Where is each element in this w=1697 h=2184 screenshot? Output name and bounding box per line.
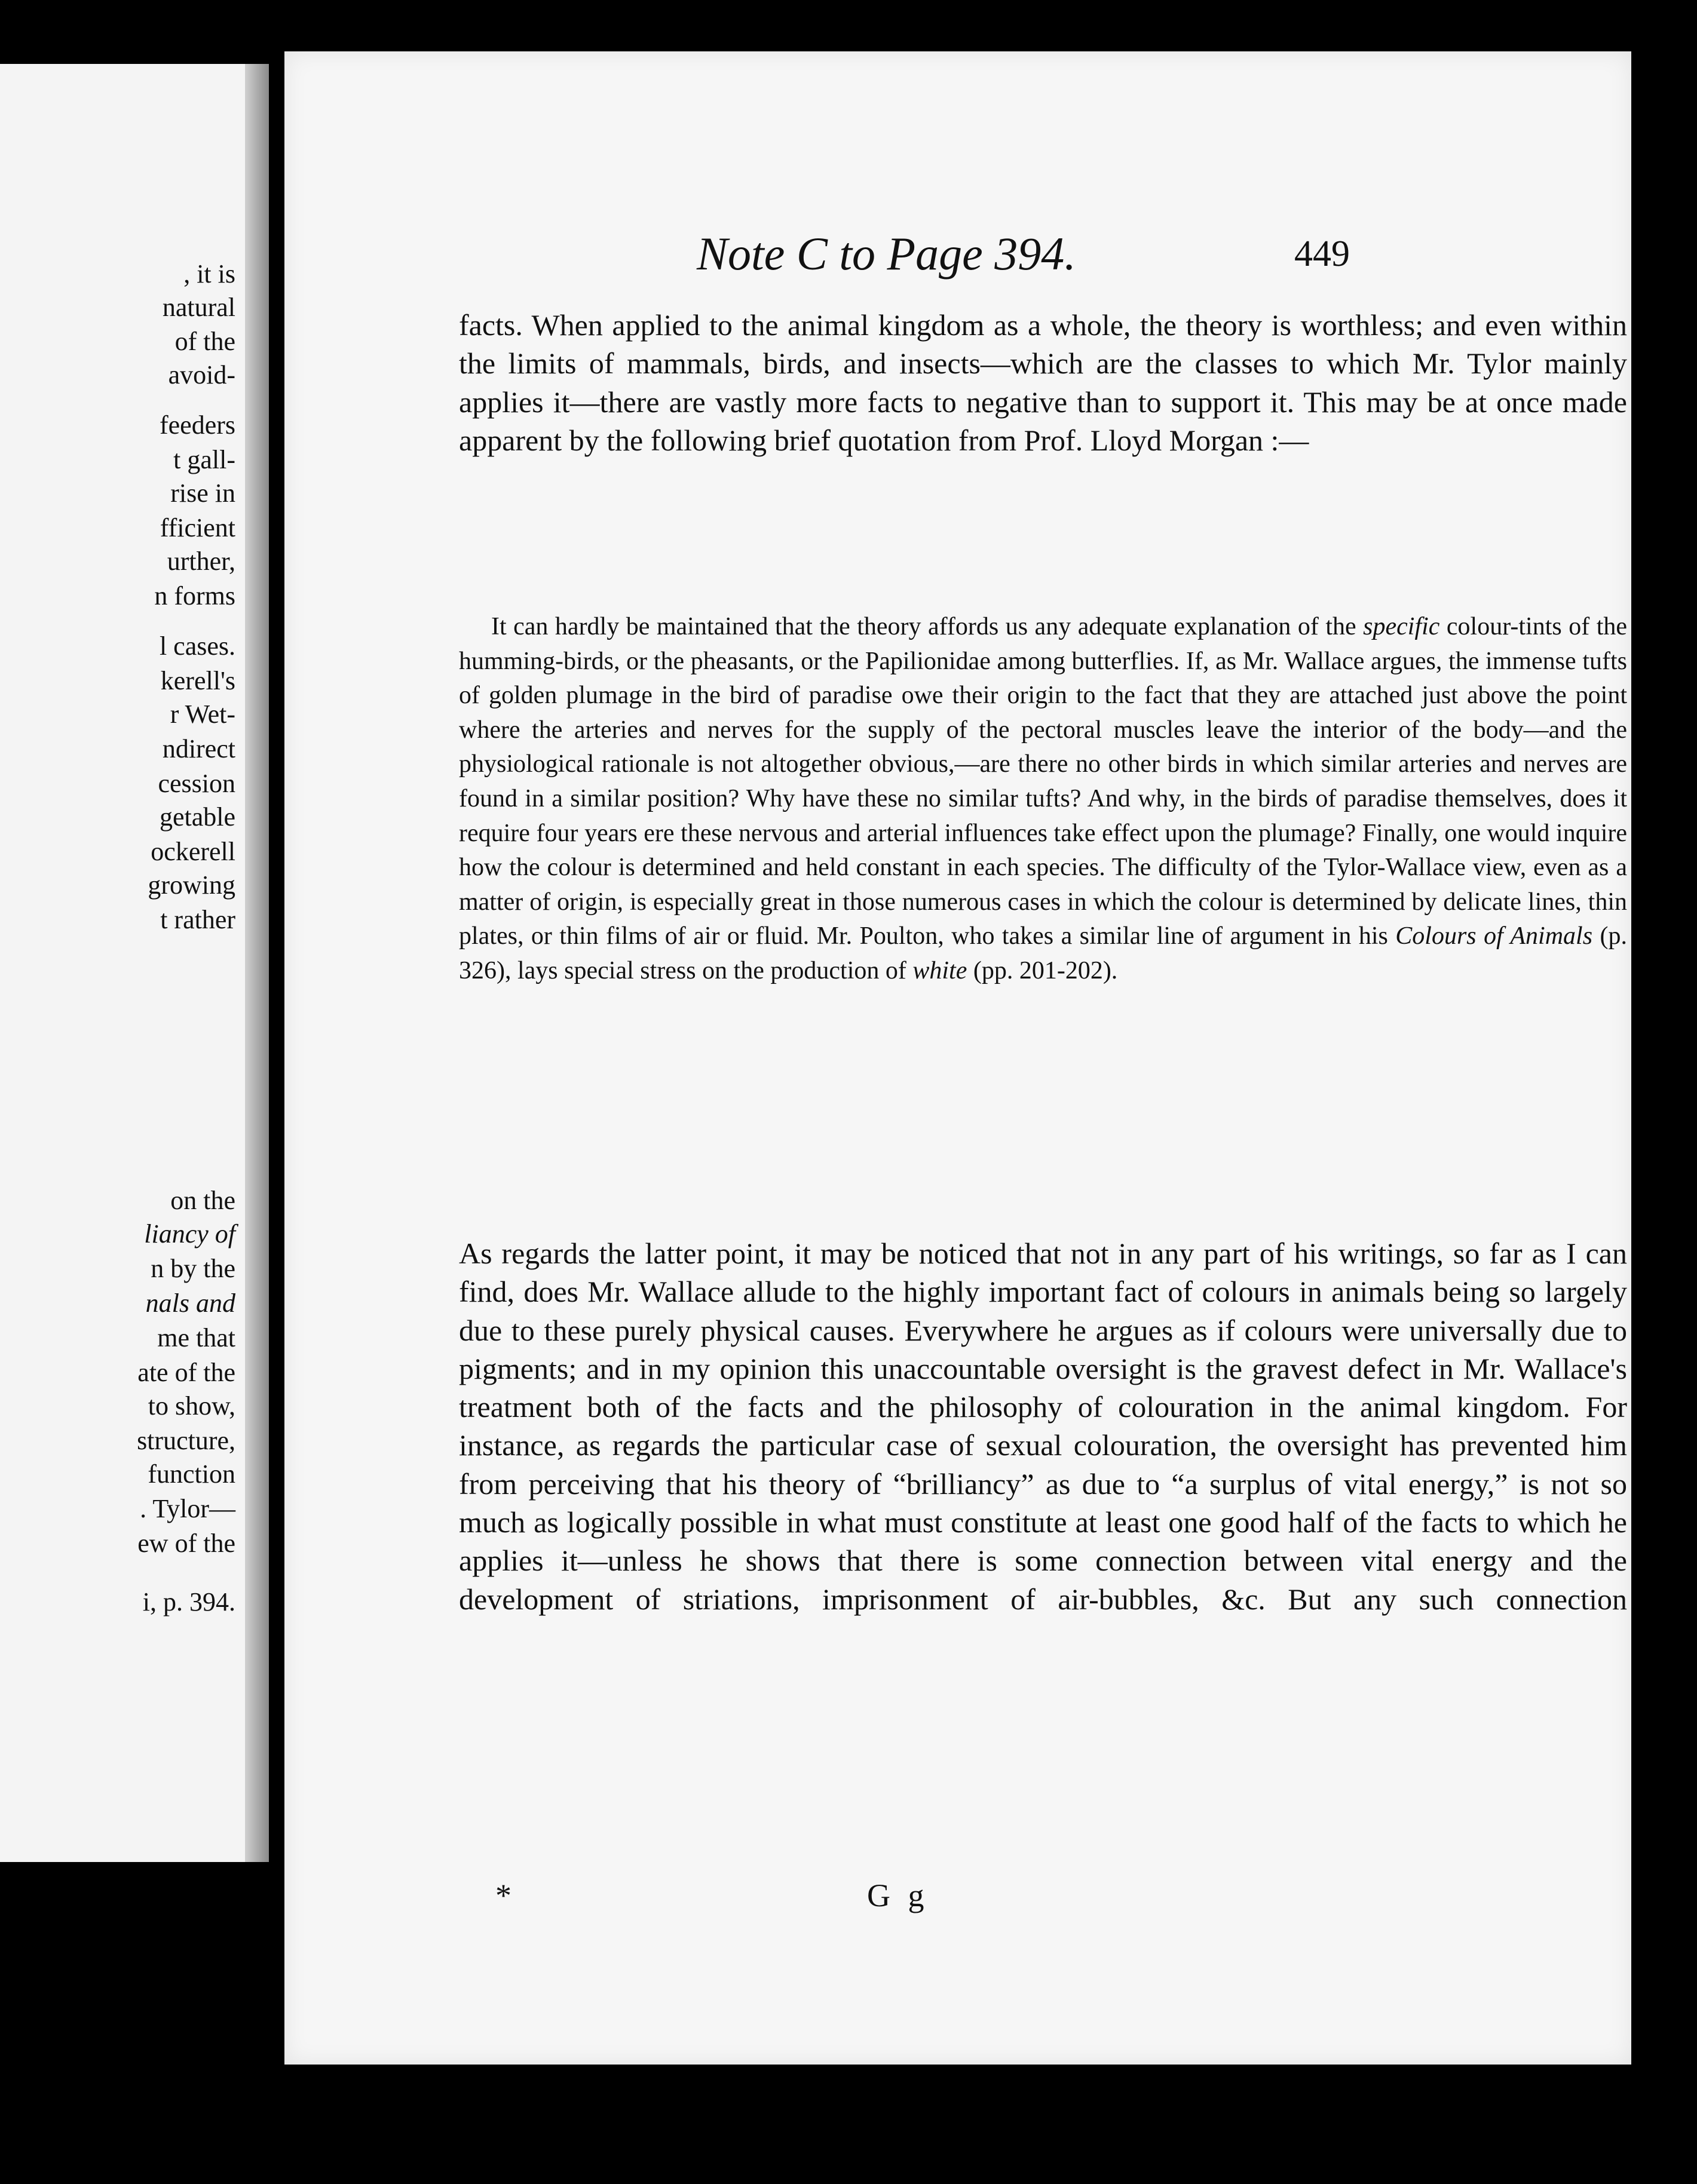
gutter	[269, 0, 284, 2184]
facing-page-line: t rather	[160, 905, 235, 934]
facing-page	[0, 64, 269, 1862]
facing-page-line: r Wet-	[170, 700, 235, 729]
facing-page-line: nals and	[145, 1289, 235, 1318]
page-footer	[284, 1877, 1631, 1925]
facing-page-line: n by the	[151, 1254, 235, 1283]
facing-page-line: i, p. 394.	[142, 1587, 235, 1616]
facing-page-line: feeders	[159, 410, 235, 440]
facing-page-line: liancy of	[144, 1219, 235, 1249]
facing-page-line: ndirect	[162, 734, 235, 763]
block-quote-text	[459, 610, 1627, 989]
quote-emphasis-specific: specific	[1363, 613, 1440, 640]
facing-page-line: to show,	[148, 1391, 235, 1421]
facing-page-line: ew of the	[137, 1529, 235, 1558]
quote-part-2: colour-tints of the humming-birds, or the pheasants, or the Papilionidae among butterflies. If, as Mr. Wallace argues, the immense tufts of golden plumage in the bird of paradise owe their origin to the fact that they are attached just above the point where the arteries and nerves for the supply of the pectoral muscles leave the interior of the body—and the physiological rationale is not altogether obvious,—are there no other birds in which similar arteries and nerves are found in a similar position? Why have these no similar tufts? And why, in the birds of paradise themselves, does it require four years ere these nervous and arterial influences take effect upon the plumage? Finally, one would inquire how the colour is determined and held constant in each species. The difficulty of the Tylor-Wallace view, even as a matter of origin, is especially great in those numerous cases in which the colour is determined by delicate lines, thin plates, or thin films of air or fluid. Mr. Poulton, who takes a similar line of argument in his	[459, 613, 1627, 950]
signature-mark: G g	[867, 1878, 929, 1913]
facing-page-line: on the	[170, 1186, 235, 1215]
paragraph-top	[459, 306, 1627, 459]
facing-page-line: l cases.	[159, 631, 235, 661]
quote-part-3: (p. 326), lays special stress on the production of	[459, 922, 1627, 984]
paragraph-top-text: facts. When applied to the animal kingdom as a whole, the theory is worthless; and even within the limits of mammals, birds, and insects—which are the classes to which Mr. Tylor mainly applies it—there are vastly more facts to negative than to support it. This may be at once made apparent by the following brief quotation from Prof. Lloyd Morgan :—	[459, 308, 1627, 457]
facing-page-line: of the	[174, 327, 235, 356]
facing-page-line: kerell's	[160, 666, 235, 695]
quote-part-1: It can hardly be maintained that the theory affords us any adequate explanation of the	[491, 613, 1364, 640]
running-head: Note C to Page 394.	[697, 228, 1076, 280]
facing-page-line: getable	[159, 802, 235, 832]
paragraph-bottom-text: As regards the latter point, it may be noticed that not in any part of his writings, so far as I can find, does Mr. Wallace allude to the highly important fact of colours in animals being so largely due to these purely physical causes. Everywhere he argues as if colours were universally due to pigments; and in my opinion this unaccountable oversight is the gravest defect in Mr. Wallace's treatment both of the facts and the philosophy of colouration in the animal kingdom. For instance, as regards the particular case of sexual colouration, the oversight has prevented him from perceiving that his theory of “brilliancy” as due to “a surplus of vital energy,” is not so much as logically possible in what must constitute at least one good half of the facts to which he applies it—unless he shows that there is some connection between vital energy and the development of striations, imprisonment of air-bubbles, &c. But any such connection	[459, 1237, 1627, 1616]
facing-page-line: fficient	[160, 513, 235, 542]
facing-page-line: me that	[157, 1323, 235, 1352]
facing-page-line: . Tylor—	[140, 1494, 235, 1523]
facing-page-line: t gall-	[173, 445, 235, 474]
facing-page-line: , it is	[183, 259, 235, 289]
book-spine-shadow	[245, 64, 269, 1862]
facing-page-line: cession	[158, 769, 235, 798]
page-number: 449	[1294, 234, 1350, 274]
facing-page-line: ate of the	[137, 1358, 235, 1387]
quote-emphasis-title: Colours of Animals	[1395, 922, 1593, 950]
facing-page-line: function	[148, 1459, 235, 1489]
facing-page-line: urther,	[167, 547, 235, 576]
footer-asterisk: *	[495, 1878, 511, 1913]
quote-emphasis-white: white	[912, 956, 967, 984]
facing-page-line: natural	[162, 293, 235, 322]
quote-part-4: (pp. 201-202).	[967, 956, 1118, 984]
facing-page-line: structure,	[137, 1426, 235, 1455]
main-page	[284, 51, 1631, 2065]
facing-page-line: ockerell	[151, 837, 235, 866]
facing-page-line: growing	[148, 870, 235, 900]
block-quote	[459, 610, 1627, 989]
facing-page-line: rise in	[170, 478, 235, 508]
page-header	[284, 227, 1631, 281]
facing-page-line: avoid-	[168, 360, 235, 389]
paragraph-bottom	[459, 1234, 1627, 1618]
facing-page-line: n forms	[154, 581, 235, 611]
